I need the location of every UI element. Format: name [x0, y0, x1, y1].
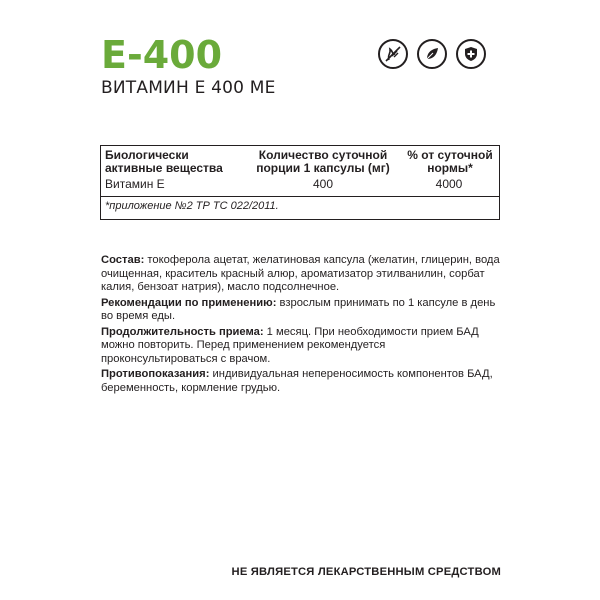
duration-text: 1 месяц. При необходимости прием БАД можно повторить. Перед применением рекомендуется проконсультироваться с врачом. — [101, 325, 479, 365]
header-substances: Биологически активные вещества — [105, 148, 223, 175]
row-substance-name: Витамин Е — [105, 177, 165, 191]
leaf-icon — [424, 46, 440, 62]
product-subtitle: ВИТАМИН Е 400 МЕ — [101, 78, 276, 98]
shield-badge — [456, 39, 486, 69]
row-percent: 4000 — [435, 177, 463, 191]
no-gmo-badge — [378, 39, 408, 69]
recommendations-paragraph — [101, 297, 501, 324]
header-daily-amount: Количество суточной порции 1 капсулы (мг) — [256, 148, 390, 175]
table-header — [101, 146, 499, 177]
recommendations-label: Рекомендации по применению: — [101, 296, 277, 309]
disclaimer-footer: НЕ ЯВЛЯЕТСЯ ЛЕКАРСТВЕННЫМ СРЕДСТВОМ — [231, 566, 501, 578]
row-amount: 400 — [312, 177, 334, 191]
leaf-badge — [417, 39, 447, 69]
header-percent-daily: % от суточной нормы* — [407, 148, 493, 175]
duration-label: Продолжительность приема: — [101, 325, 264, 338]
composition-label: Состав: — [101, 254, 145, 266]
recommendations-text: взрослым принимать по 1 капсуле в день во время еды. — [101, 296, 496, 322]
shield-cross-icon — [463, 46, 479, 62]
composition-text: токоферола ацетат, желатиновая капсула (желатин, глицерин, вода очищенная, краситель красный алюр, ароматизатор этилванилин, сорбат калия, бензоат натрия), масло подсолнечное. — [101, 254, 500, 293]
composition-paragraph — [101, 254, 501, 295]
table-row — [101, 177, 499, 196]
product-title: E-400 — [101, 33, 223, 77]
nutrition-facts-table — [100, 145, 500, 220]
contraindications-paragraph — [101, 368, 501, 395]
product-info — [101, 254, 501, 397]
table-footnote: *приложение №2 ТР ТС 022/2011. — [101, 196, 499, 219]
duration-paragraph — [101, 326, 501, 367]
no-gmo-icon — [384, 45, 402, 63]
badge-row — [378, 39, 486, 69]
contraindications-label: Противопоказания: — [101, 368, 210, 380]
contraindications-text: индивидуальная непереносимость компонентов БАД, беременность, кормление грудью. — [101, 368, 493, 394]
